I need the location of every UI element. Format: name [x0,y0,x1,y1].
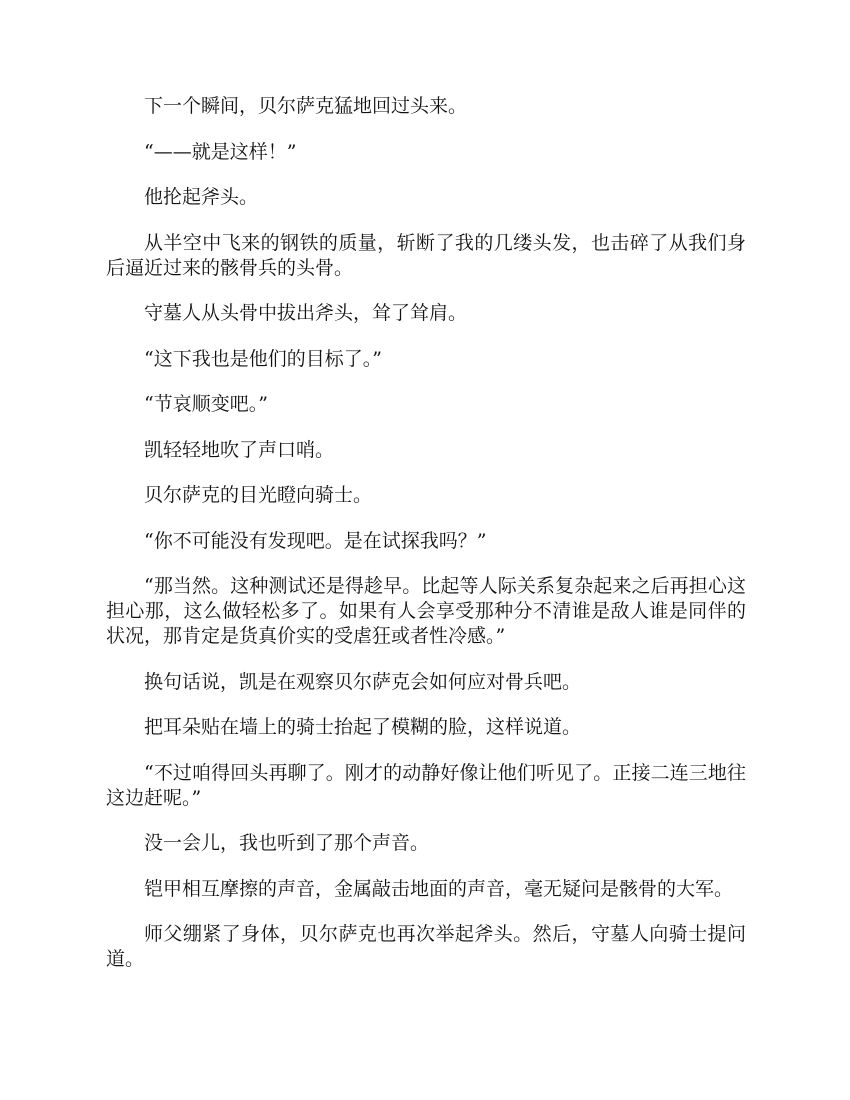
paragraph: “你不可能没有发现吧。是在试探我吗？” [144,529,487,552]
paragraph: 从半空中飞来的钢铁的质量，斩断了我的几缕头发，也击碎了从我们身后逼近过来的骸骨兵的头骨。 [106,231,746,279]
paragraph: “不过咱得回头再聊了。刚才的动静好像让他们听见了。正接二连三地往这边赶呢。” [106,761,746,809]
paragraph: 贝尔萨克的目光瞪向骑士。 [144,484,373,506]
paragraph: 铠甲相互摩擦的声音，金属敲击地面的声音，毫无疑问是骸骨的大军。 [144,877,734,900]
paragraph: 凯轻轻地吹了声口哨。 [144,438,335,461]
paragraph: 换句话说，凯是在观察贝尔萨克会如何应对骨兵吧。 [144,670,582,693]
paragraph: 下一个瞬间，贝尔萨克猛地回过头来。 [144,95,468,117]
document-page [106,94,746,993]
paragraph: “那当然。这种测试还是得趁早。比起等人际关系复杂起来之后再担心这担心那，这么做轻松多了。如果有人会享受那种分不清谁是敌人谁是同伴的状况，那肯定是货真价实的受虐狂或者性冷感。” [106,575,746,647]
paragraph: 没一会儿，我也听到了那个声音。 [144,832,430,854]
paragraph: 守墓人从头骨中拔出斧头，耸了耸肩。 [144,302,468,324]
paragraph: “这下我也是他们的目标了。” [144,347,382,370]
paragraph: “——就是这样！” [144,140,297,163]
paragraph: 他抡起斧头。 [144,186,259,208]
paragraph: “节哀顺变吧。” [144,393,268,415]
paragraph: 把耳朵贴在墙上的骑士抬起了模糊的脸，这样说道。 [144,716,582,738]
paragraph: 师父绷紧了身体，贝尔萨克也再次举起斧头。然后，守墓人向骑士提问道。 [106,923,746,970]
